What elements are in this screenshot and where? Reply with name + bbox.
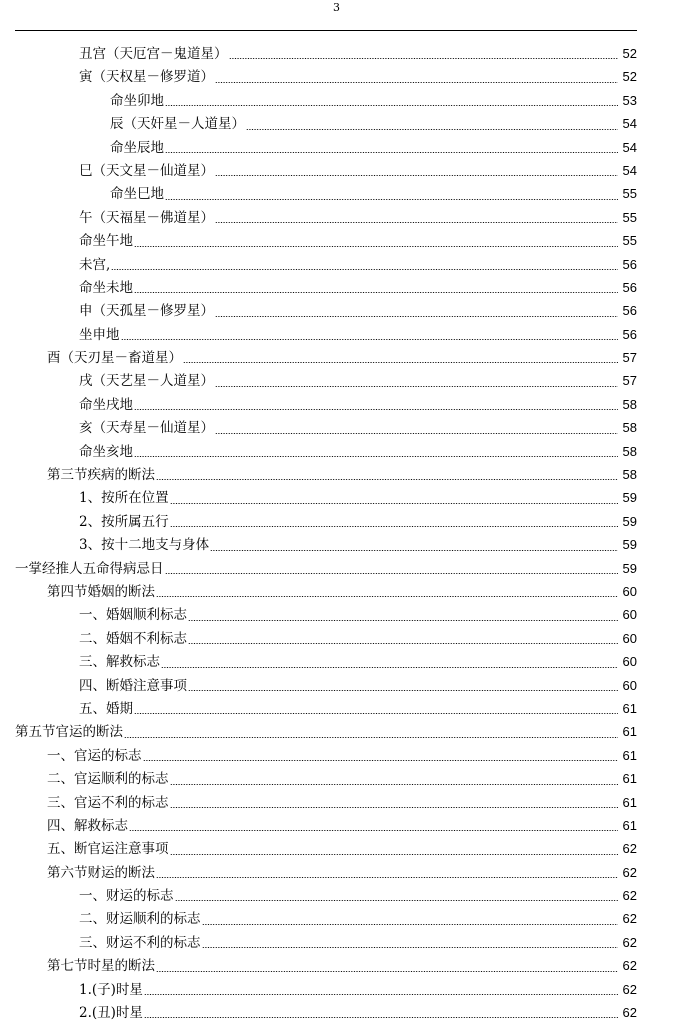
toc-entry[interactable] <box>0 580 673 603</box>
toc-entry-title: 命坐卯地 <box>110 92 164 109</box>
toc-entry[interactable] <box>0 954 673 977</box>
toc-dot-leader <box>215 433 618 434</box>
toc-dot-leader <box>144 994 618 995</box>
toc-entry-title: 三、官运不利的标志 <box>47 794 169 811</box>
toc-entry-title: 第四节婚姻的断法 <box>47 583 155 600</box>
toc-dot-leader <box>165 199 618 200</box>
toc-entry[interactable] <box>0 767 673 790</box>
toc-dot-leader <box>134 409 618 410</box>
toc-dot-leader <box>183 362 618 363</box>
toc-entry-page-number: 60 <box>622 583 637 599</box>
toc-entry-page-number: 60 <box>622 654 637 670</box>
toc-entry-title: 命坐未地 <box>79 279 133 296</box>
toc-dot-leader <box>188 690 618 691</box>
toc-entry[interactable] <box>0 112 673 135</box>
toc-entry-page-number: 56 <box>622 279 637 295</box>
toc-dot-leader <box>144 1017 618 1018</box>
toc-entry-page-number: 61 <box>622 817 637 833</box>
toc-dot-leader <box>215 316 618 317</box>
toc-dot-leader <box>134 456 618 457</box>
toc-entry-title: 第五节官运的断法 <box>15 724 123 741</box>
toc-entry[interactable] <box>0 907 673 930</box>
toc-entry[interactable] <box>0 463 673 486</box>
toc-entry-title: 午（天福星－佛道星） <box>79 209 214 226</box>
toc-entry-title: 3、按十二地支与身体 <box>79 537 210 554</box>
toc-entry-title: 寅（天权星－修罗道） <box>79 69 214 86</box>
toc-dot-leader <box>246 129 618 130</box>
toc-entry-page-number: 58 <box>622 443 637 459</box>
toc-entry-page-number: 60 <box>622 677 637 693</box>
toc-entry-title: 四、解救标志 <box>47 817 128 834</box>
toc-entry[interactable] <box>0 276 673 299</box>
toc-entry-title: 未宫, <box>79 256 111 273</box>
table-of-contents <box>0 42 673 1024</box>
toc-entry-page-number: 56 <box>622 303 637 319</box>
toc-entry[interactable] <box>0 884 673 907</box>
toc-entry-title: 二、官运顺利的标志 <box>47 771 169 788</box>
toc-entry[interactable] <box>0 369 673 392</box>
toc-entry-page-number: 62 <box>622 981 637 997</box>
toc-entry-page-number: 54 <box>622 116 637 132</box>
toc-entry-title: 2.(丑)时星 <box>79 1005 143 1022</box>
toc-entry-page-number: 59 <box>622 513 637 529</box>
toc-dot-leader <box>215 222 618 223</box>
toc-entry[interactable] <box>0 557 673 580</box>
toc-dot-leader <box>170 784 619 785</box>
toc-entry-page-number: 55 <box>622 209 637 225</box>
toc-entry[interactable] <box>0 510 673 533</box>
toc-entry[interactable] <box>0 533 673 556</box>
toc-dot-leader <box>165 152 618 153</box>
toc-entry-page-number: 62 <box>622 934 637 950</box>
toc-dot-leader <box>229 58 619 59</box>
toc-entry[interactable] <box>0 229 673 252</box>
toc-entry[interactable] <box>0 416 673 439</box>
toc-entry[interactable] <box>0 440 673 463</box>
toc-entry[interactable] <box>0 978 673 1001</box>
toc-entry-page-number: 59 <box>622 490 637 506</box>
toc-entry[interactable] <box>0 486 673 509</box>
header-rule <box>15 30 637 31</box>
toc-dot-leader <box>210 550 618 551</box>
toc-entry-title: 五、断官运注意事项 <box>47 841 169 858</box>
toc-entry[interactable] <box>0 393 673 416</box>
toc-dot-leader <box>156 971 618 972</box>
toc-dot-leader <box>161 667 618 668</box>
toc-dot-leader <box>188 643 618 644</box>
toc-entry-page-number: 56 <box>622 326 637 342</box>
toc-entry-title: 一、财运的标志 <box>79 888 174 905</box>
toc-entry-title: 一、婚姻顺利标志 <box>79 607 187 624</box>
toc-entry-title: 三、解救标志 <box>79 654 160 671</box>
toc-entry[interactable] <box>0 42 673 65</box>
toc-entry-page-number: 62 <box>622 864 637 880</box>
toc-entry-page-number: 58 <box>622 467 637 483</box>
toc-dot-leader <box>129 830 618 831</box>
toc-dot-leader <box>134 713 618 714</box>
toc-entry[interactable] <box>0 159 673 182</box>
toc-entry-title: 一掌经推人五命得病忌日 <box>15 560 164 577</box>
toc-entry-title: 二、财运顺利的标志 <box>79 911 201 928</box>
toc-dot-leader <box>202 947 619 948</box>
toc-entry-page-number: 61 <box>622 747 637 763</box>
toc-entry-title: 一、官运的标志 <box>47 747 142 764</box>
toc-entry-page-number: 62 <box>622 958 637 974</box>
toc-dot-leader <box>188 620 618 621</box>
toc-dot-leader <box>215 82 618 83</box>
toc-entry-title: 三、财运不利的标志 <box>79 934 201 951</box>
toc-entry[interactable] <box>0 650 673 673</box>
toc-entry-title: 四、断婚注意事项 <box>79 677 187 694</box>
toc-entry-title: 第六节财运的断法 <box>47 864 155 881</box>
page-number: 3 <box>333 1 340 14</box>
toc-entry[interactable] <box>0 182 673 205</box>
toc-entry-page-number: 62 <box>622 911 637 927</box>
toc-entry-page-number: 61 <box>622 724 637 740</box>
toc-dot-leader <box>170 526 618 527</box>
toc-dot-leader <box>124 737 618 738</box>
toc-entry-title: 戌（天艺星－人道星） <box>79 373 214 390</box>
toc-entry-page-number: 54 <box>622 162 637 178</box>
toc-entry-page-number: 61 <box>622 700 637 716</box>
toc-entry-title: 命坐辰地 <box>110 139 164 156</box>
toc-entry-page-number: 61 <box>622 771 637 787</box>
toc-entry[interactable] <box>0 323 673 346</box>
toc-entry[interactable] <box>0 791 673 814</box>
toc-entry-page-number: 54 <box>622 139 637 155</box>
toc-entry-title: 命坐巳地 <box>110 186 164 203</box>
toc-dot-leader <box>215 175 618 176</box>
toc-entry-page-number: 59 <box>622 560 637 576</box>
toc-entry[interactable] <box>0 1001 673 1024</box>
toc-entry[interactable] <box>0 720 673 743</box>
toc-entry[interactable] <box>0 931 673 954</box>
toc-entry-title: 2、按所属五行 <box>79 513 169 530</box>
toc-entry-title: 1、按所在位置 <box>79 490 169 507</box>
toc-entry-page-number: 60 <box>622 607 637 623</box>
toc-entry-page-number: 58 <box>622 420 637 436</box>
toc-entry-title: 命坐戌地 <box>79 396 133 413</box>
toc-entry[interactable] <box>0 861 673 884</box>
toc-dot-leader <box>202 924 619 925</box>
toc-dot-leader <box>170 854 619 855</box>
toc-entry[interactable] <box>0 697 673 720</box>
toc-entry-page-number: 53 <box>622 92 637 108</box>
toc-entry-page-number: 57 <box>622 373 637 389</box>
toc-entry[interactable] <box>0 253 673 276</box>
toc-entry-page-number: 62 <box>622 841 637 857</box>
toc-dot-leader <box>175 900 619 901</box>
toc-entry-title: 二、婚姻不利标志 <box>79 630 187 647</box>
toc-entry-title: 命坐亥地 <box>79 443 133 460</box>
toc-dot-leader <box>134 292 618 293</box>
toc-dot-leader <box>170 807 619 808</box>
toc-dot-leader <box>156 596 618 597</box>
toc-entry[interactable] <box>0 136 673 159</box>
toc-dot-leader <box>156 479 618 480</box>
toc-entry-page-number: 57 <box>622 350 637 366</box>
toc-entry[interactable] <box>0 837 673 860</box>
toc-entry-title: 巳（天文星－仙道星） <box>79 162 214 179</box>
toc-entry[interactable] <box>0 65 673 88</box>
toc-dot-leader <box>111 269 618 270</box>
toc-entry-page-number: 55 <box>622 233 637 249</box>
toc-entry-page-number: 56 <box>622 256 637 272</box>
toc-dot-leader <box>165 573 619 574</box>
toc-entry[interactable] <box>0 627 673 650</box>
toc-dot-leader <box>134 246 618 247</box>
toc-entry-page-number: 62 <box>622 1005 637 1021</box>
toc-dot-leader <box>165 105 618 106</box>
toc-entry-title: 第七节时星的断法 <box>47 958 155 975</box>
toc-dot-leader <box>121 339 619 340</box>
toc-entry-title: 1.(子)时星 <box>79 981 143 998</box>
toc-dot-leader <box>143 760 619 761</box>
toc-entry-title: 第三节疾病的断法 <box>47 467 155 484</box>
toc-entry[interactable] <box>0 814 673 837</box>
toc-entry-page-number: 61 <box>622 794 637 810</box>
toc-entry-title: 亥（天寿星－仙道星） <box>79 420 214 437</box>
toc-entry-title: 五、婚期 <box>79 700 133 717</box>
toc-entry-title: 坐申地 <box>79 326 120 343</box>
toc-entry-title: 辰（天奸星－人道星） <box>110 116 245 133</box>
toc-entry-title: 命坐午地 <box>79 233 133 250</box>
toc-dot-leader <box>215 386 618 387</box>
toc-entry[interactable] <box>0 206 673 229</box>
toc-dot-leader <box>156 877 618 878</box>
toc-entry[interactable] <box>0 299 673 322</box>
toc-entry[interactable] <box>0 674 673 697</box>
toc-entry-page-number: 59 <box>622 537 637 553</box>
toc-entry-page-number: 55 <box>622 186 637 202</box>
toc-entry-page-number: 60 <box>622 630 637 646</box>
toc-entry-title: 丑宫（天厄宫－鬼道星） <box>79 46 228 62</box>
toc-dot-leader <box>170 503 618 504</box>
toc-entry[interactable] <box>0 603 673 626</box>
toc-entry[interactable] <box>0 89 673 112</box>
toc-entry-page-number: 52 <box>622 69 637 85</box>
toc-entry[interactable] <box>0 346 673 369</box>
toc-entry-title: 酉（天刃星－畜道星） <box>47 350 182 367</box>
toc-entry-page-number: 58 <box>622 396 637 412</box>
toc-entry-page-number: 62 <box>622 888 637 904</box>
toc-entry-title: 申（天孤星－修罗星） <box>79 303 214 320</box>
toc-entry[interactable] <box>0 744 673 767</box>
toc-entry-page-number: 52 <box>622 46 637 61</box>
